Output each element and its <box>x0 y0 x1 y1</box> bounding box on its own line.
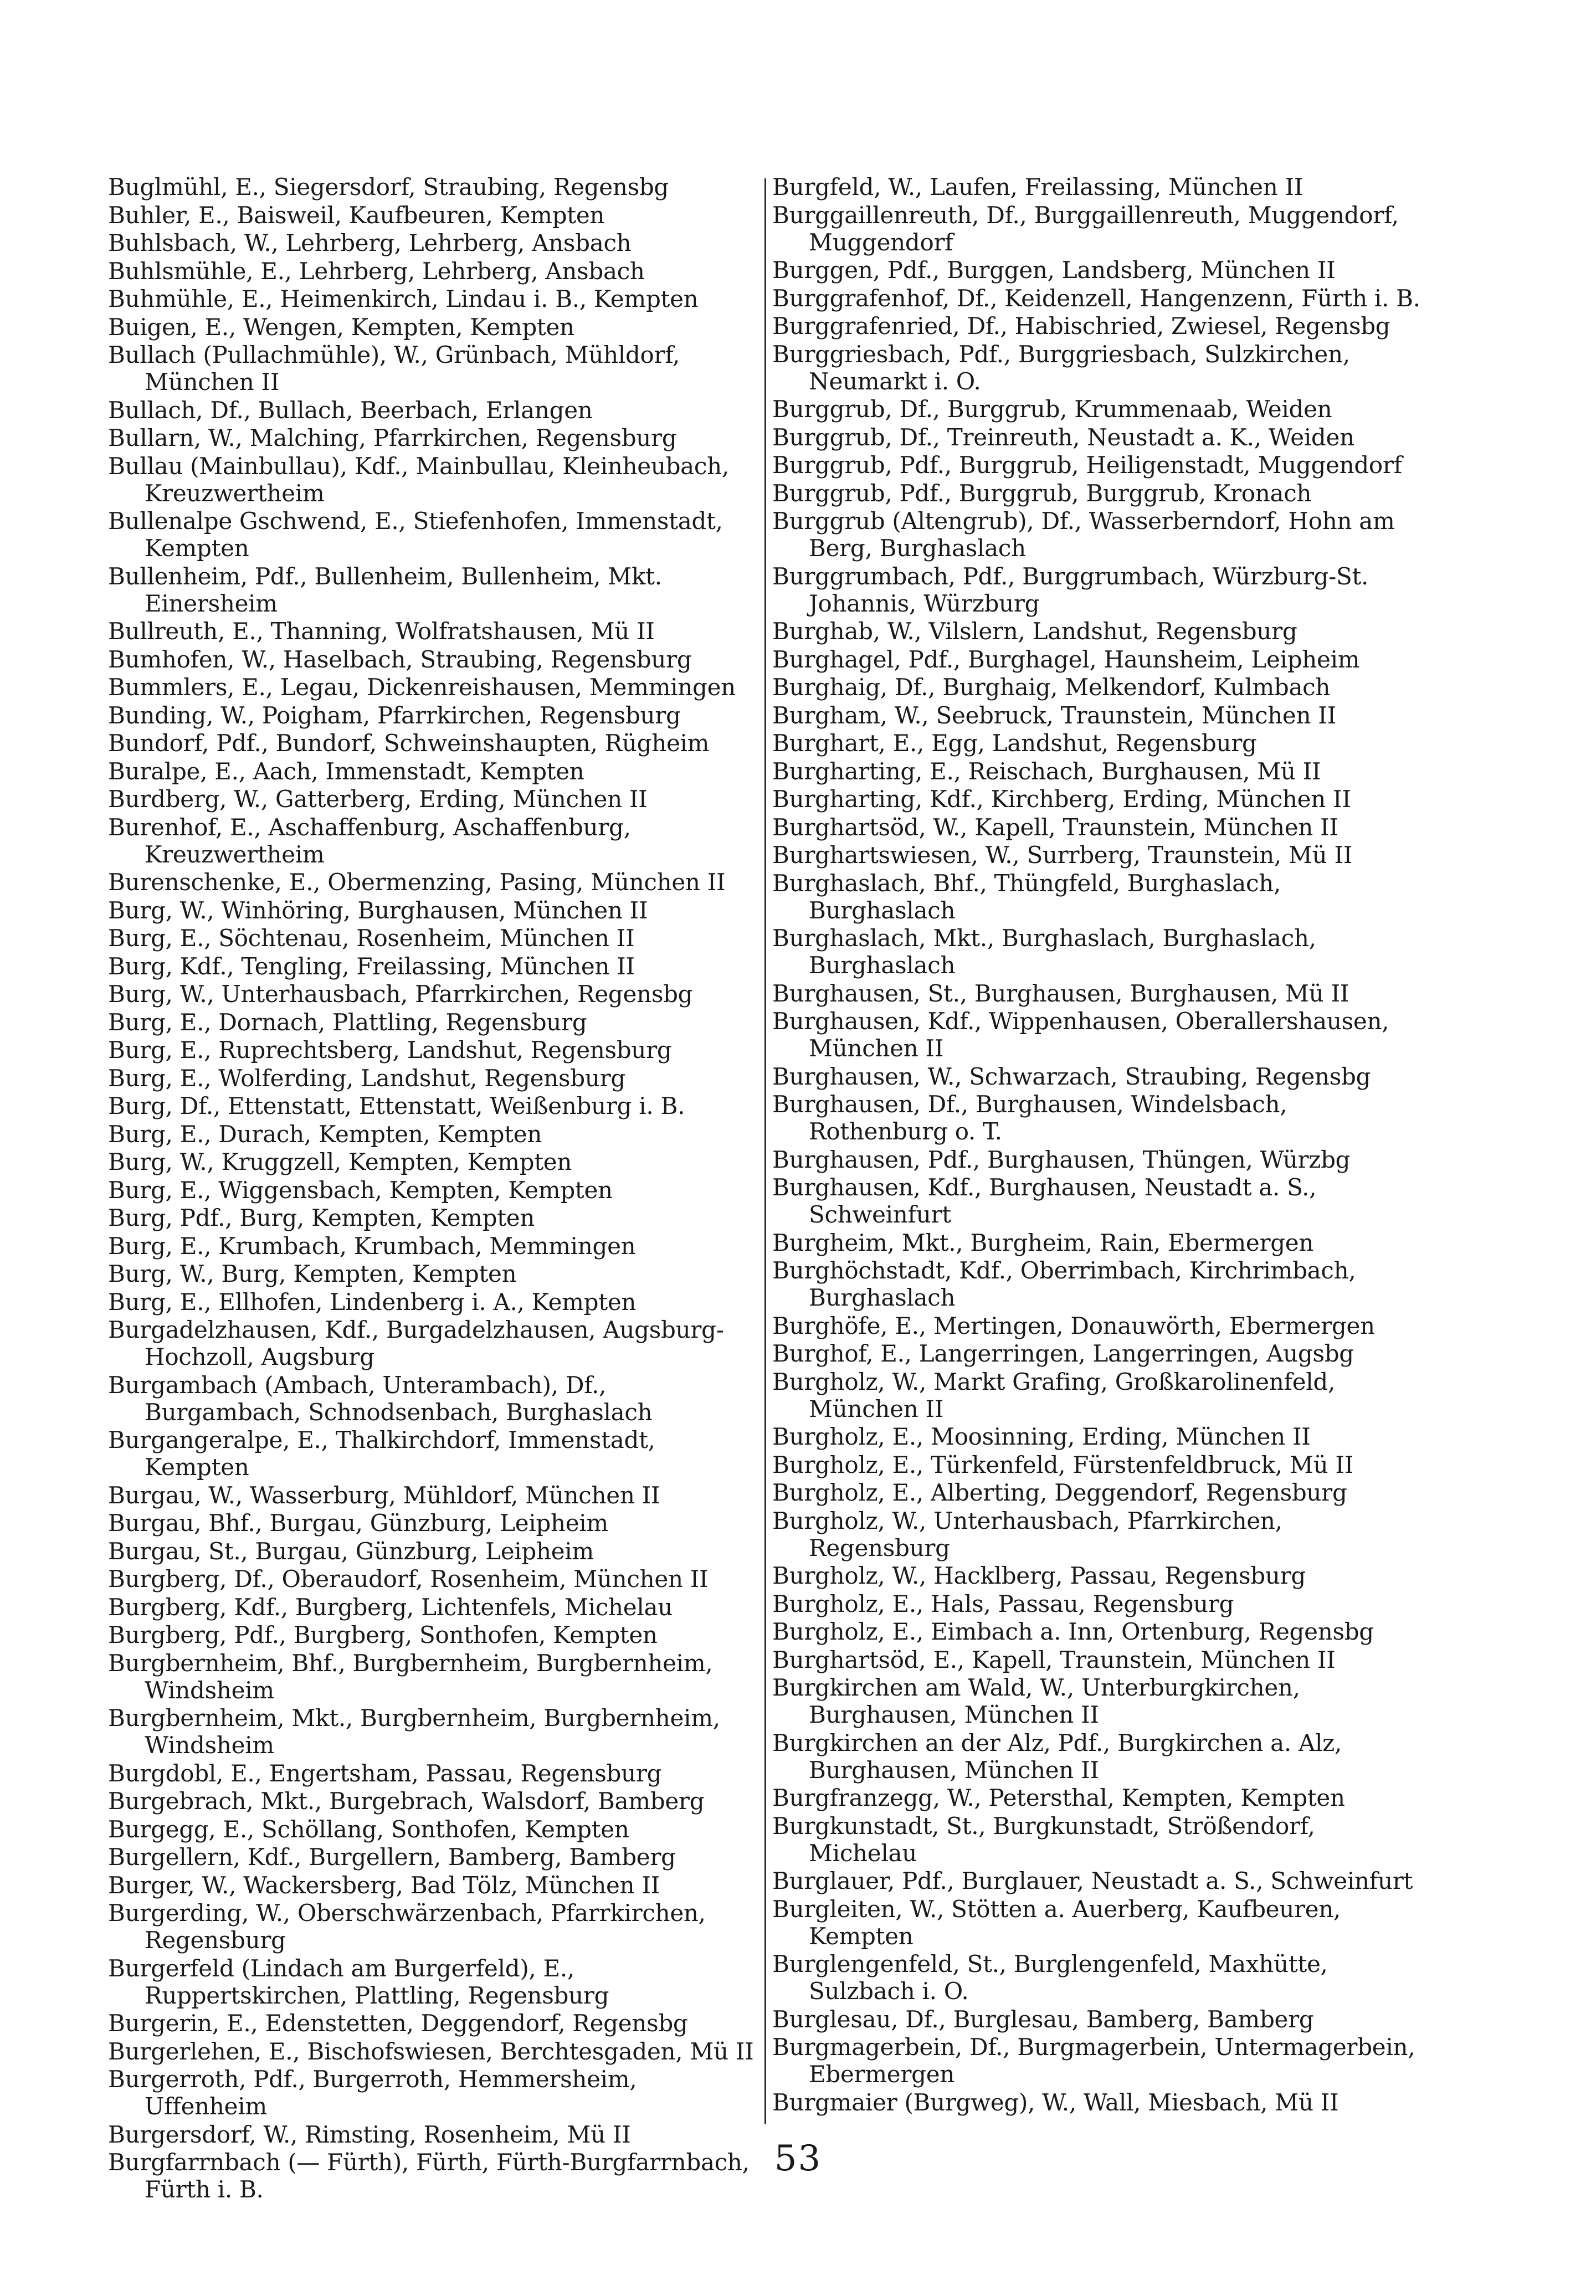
gazetteer-entry: Burg, W., Winhöring, Burghausen, München II <box>108 896 648 924</box>
gazetteer-entry: Bullenheim, Pdf., Bullenheim, Bullenheim, Mkt. Einersheim <box>108 562 662 617</box>
gazetteer-entry: Buhmühle, E., Heimenkirch, Lindau i. B., Kempten <box>108 285 699 312</box>
gazetteer-entry: Burgholz, W., Markt Grafing, Großkarolinenfeld, München II <box>772 1368 1336 1422</box>
gazetteer-entry: Buralpe, E., Aach, Immenstadt, Kempten <box>108 757 584 785</box>
gazetteer-entry: Burgangeralpe, E., Thalkirchdorf, Immenstadt, Kempten <box>108 1426 655 1481</box>
gazetteer-entry: Burgegg, E., Schöllang, Sonthofen, Kempten <box>108 1815 629 1843</box>
gazetteer-entry: Burggrub, Pdf., Burggrub, Burggrub, Kronach <box>772 479 1312 507</box>
gazetteer-entry: Burg, E., Krumbach, Krumbach, Memmingen <box>108 1232 636 1260</box>
gazetteer-entry: Burgberg, Kdf., Burgberg, Lichtenfels, Michelau <box>108 1593 673 1621</box>
gazetteer-entry: Burgberg, Pdf., Burgberg, Sonthofen, Kempten <box>108 1621 658 1648</box>
gazetteer-entry: Burgadelzhausen, Kdf., Burgadelzhausen, Augsburg-Hochzoll, Augsburg <box>108 1316 724 1370</box>
gazetteer-entry: Burgbernheim, Mkt., Burgbernheim, Burgbernheim, Windsheim <box>108 1704 720 1759</box>
gazetteer-entry: Burgholz, E., Moosinning, Erding, München II <box>772 1423 1311 1450</box>
left-column <box>108 173 764 2204</box>
gazetteer-entry: Burglengenfeld, St., Burglengenfeld, Maxhütte, Sulzbach i. O. <box>772 1950 1328 2005</box>
gazetteer-entry: Burg, E., Dornach, Plattling, Regensburg <box>108 1008 587 1036</box>
gazetteer-entry: Burghab, W., Vilslern, Landshut, Regensburg <box>772 618 1297 645</box>
gazetteer-entry: Buglmühl, E., Siegersdorf, Straubing, Regensbg <box>108 173 669 201</box>
gazetteer-entry: Burgerding, W., Oberschwärzenbach, Pfarrkirchen, Regensburg <box>108 1899 706 1954</box>
gazetteer-entry: Burgholz, E., Eimbach a. Inn, Ortenburg, Regensbg <box>772 1618 1374 1645</box>
gazetteer-entry: Burgkunstadt, St., Burgkunstadt, Strößendorf, Michelau <box>772 1812 1315 1867</box>
gazetteer-entry: Buigen, E., Wengen, Kempten, Kempten <box>108 313 574 341</box>
gazetteer-entry: Burgau, W., Wasserburg, Mühldorf, München II <box>108 1481 660 1509</box>
gazetteer-entry: Burggaillenreuth, Df., Burggaillenreuth, Muggendorf, Muggendorf <box>772 201 1399 256</box>
gazetteer-entry: Burg, Df., Ettenstatt, Ettenstatt, Weißenburg i. B. <box>108 1092 685 1119</box>
gazetteer-entry: Burgersdorf, W., Rimsting, Rosenheim, Mü II <box>108 2120 631 2148</box>
gazetteer-entry: Burgkirchen an der Alz, Pdf., Burgkirchen a. Alz, Burghausen, München II <box>772 1729 1342 1784</box>
gazetteer-entry: Burgholz, W., Unterhausbach, Pfarrkirchen, Regensburg <box>772 1507 1282 1562</box>
gazetteer-entry: Burghartsöd, W., Kapell, Traunstein, München II <box>772 813 1338 841</box>
gazetteer-entry: Burglesau, Df., Burglesau, Bamberg, Bamberg <box>772 2005 1314 2033</box>
gazetteer-entry: Burghausen, St., Burghausen, Burghausen, Mü II <box>772 979 1349 1007</box>
gazetteer-entry: Burghaig, Df., Burghaig, Melkendorf, Kulmbach <box>772 674 1331 701</box>
gazetteer-entry: Burgellern, Kdf., Burgellern, Bamberg, Bamberg <box>108 1843 676 1871</box>
gazetteer-entry: Bullenalpe Gschwend, E., Stiefenhofen, Immenstadt, Kempten <box>108 507 723 562</box>
gazetteer-entry: Burgberg, Df., Oberaudorf, Rosenheim, München II <box>108 1565 709 1593</box>
gazetteer-entry: Burghof, E., Langerringen, Langerringen, Augsbg <box>772 1340 1354 1367</box>
gazetteer-entry: Burgerroth, Pdf., Burgerroth, Hemmersheim, Uffenheim <box>108 2066 637 2120</box>
gazetteer-entry: Burg, W., Unterhausbach, Pfarrkirchen, Regensbg <box>108 980 693 1008</box>
gazetteer-entry: Burgambach (Ambach, Unterambach), Df., Burgambach, Schnodsenbach, Burghaslach <box>108 1371 653 1426</box>
gazetteer-entry: Burggrafenried, Df., Habischried, Zwiesel, Regensbg <box>772 312 1390 340</box>
gazetteer-entry: Burg, W., Kruggzell, Kempten, Kempten <box>108 1148 572 1175</box>
gazetteer-entry: Burghartsöd, E., Kapell, Traunstein, München II <box>772 1646 1336 1673</box>
gazetteer-entry: Burg, E., Ellhofen, Lindenberg i. A., Kempten <box>108 1288 637 1316</box>
gazetteer-entry: Bummlers, E., Legau, Dickenreishausen, Memmingen <box>108 674 736 701</box>
gazetteer-entry: Burggriesbach, Pdf., Burggriesbach, Sulzkirchen, Neumarkt i. O. <box>772 340 1350 395</box>
page-number: 53 <box>774 2138 822 2179</box>
gazetteer-entry: Burg, Kdf., Tengling, Freilassing, München II <box>108 952 635 980</box>
gazetteer-entry: Burgkirchen am Wald, W., Unterburgkirchen, Burghausen, München II <box>772 1674 1300 1728</box>
gazetteer-entry: Burgham, W., Seebruck, Traunstein, München II <box>772 701 1336 729</box>
gazetteer-entry: Burgmaier (Burgweg), W., Wall, Miesbach, Mü II <box>772 2088 1339 2116</box>
gazetteer-entry: Burglauer, Pdf., Burglauer, Neustadt a. S., Schweinfurt <box>772 1867 1413 1894</box>
gazetteer-entry: Burghöchstadt, Kdf., Oberrimbach, Kirchrimbach, Burghaslach <box>772 1257 1356 1311</box>
gazetteer-entry: Burg, E., Ruprechtsberg, Landshut, Regensburg <box>108 1036 672 1064</box>
gazetteer-entry: Burghausen, W., Schwarzach, Straubing, Regensbg <box>772 1062 1371 1090</box>
gazetteer-entry: Bullreuth, E., Thanning, Wolfratshausen, Mü II <box>108 618 655 645</box>
gazetteer-entry: Bullau (Mainbullau), Kdf., Mainbullau, Kleinheubach, Kreuzwertheim <box>108 452 729 507</box>
gazetteer-entry: Burg, Pdf., Burg, Kempten, Kempten <box>108 1204 535 1231</box>
gazetteer-entry: Burghartswiesen, W., Surrberg, Traunstein, Mü II <box>772 841 1353 869</box>
gazetteer-entry: Burggrub, Pdf., Burggrub, Heiligenstadt, Muggendorf <box>772 451 1402 479</box>
gazetteer-entry: Burghaslach, Mkt., Burghaslach, Burghaslach, Burghaslach <box>772 924 1316 979</box>
gazetteer-entry: Bullach (Pullachmühle), W., Grünbach, Mühldorf, München II <box>108 341 680 395</box>
gazetteer-entry: Bullach, Df., Bullach, Beerbach, Erlangen <box>108 396 593 424</box>
gazetteer-entry: Burg, E., Wolferding, Landshut, Regensburg <box>108 1064 625 1092</box>
gazetteer-entry: Burghart, E., Egg, Landshut, Regensburg <box>772 730 1257 757</box>
right-column <box>764 173 1424 2117</box>
gazetteer-entry: Burgfranzegg, W., Petersthal, Kempten, Kempten <box>772 1784 1345 1811</box>
gazetteer-entry: Burg, E., Wiggensbach, Kempten, Kempten <box>108 1176 613 1204</box>
gazetteer-entry: Burghöfe, E., Mertingen, Donauwörth, Ebermergen <box>772 1312 1375 1339</box>
gazetteer-entry: Burgerfeld (Lindach am Burgerfeld), E., Ruppertskirchen, Plattling, Regensburg <box>108 1954 609 2009</box>
gazetteer-entry: Buhlsbach, W., Lehrberg, Lehrberg, Ansbach <box>108 229 632 256</box>
gazetteer-entry: Burgmagerbein, Df., Burgmagerbein, Untermagerbein, Ebermergen <box>772 2033 1415 2088</box>
gazetteer-entry: Burgau, St., Burgau, Günzburg, Leipheim <box>108 1537 594 1565</box>
gazetteer-entry: Burghausen, Pdf., Burghausen, Thüngen, Würzbg <box>772 1146 1351 1173</box>
gazetteer-entry: Burghausen, Kdf., Burghausen, Neustadt a. S., Schweinfurt <box>772 1174 1317 1228</box>
gazetteer-entry: Burgleiten, W., Stötten a. Auerberg, Kaufbeuren, Kempten <box>772 1895 1341 1950</box>
gazetteer-entry: Buhler, E., Baisweil, Kaufbeuren, Kempten <box>108 201 605 229</box>
gazetteer-entry: Burgbernheim, Bhf., Burgbernheim, Burgbernheim, Windsheim <box>108 1649 713 1704</box>
gazetteer-entry: Burgholz, E., Hals, Passau, Regensburg <box>772 1590 1234 1617</box>
gazetteer-entry: Burgholz, E., Alberting, Deggendorf, Regensburg <box>772 1479 1347 1506</box>
gazetteer-entry: Burgharting, E., Reischach, Burghausen, Mü II <box>772 757 1321 785</box>
gazetteer-entry: Burgau, Bhf., Burgau, Günzburg, Leipheim <box>108 1509 608 1537</box>
gazetteer-entry: Burgerin, E., Edenstetten, Deggendorf, Regensbg <box>108 2010 688 2037</box>
gazetteer-entry: Burggrub, Df., Treinreuth, Neustadt a. K., Weiden <box>772 423 1354 451</box>
gazetteer-entry: Burg, E., Durach, Kempten, Kempten <box>108 1120 542 1148</box>
gazetteer-entry: Buhlsmühle, E., Lehrberg, Lehrberg, Ansbach <box>108 257 645 285</box>
gazetteer-entry: Burger, W., Wackersberg, Bad Tölz, München II <box>108 1871 660 1899</box>
gazetteer-entry: Burgfarrnbach (— Fürth), Fürth, Fürth-Burgfarrnbach, Fürth i. B. <box>108 2149 750 2203</box>
gazetteer-entry: Burg, W., Burg, Kempten, Kempten <box>108 1260 517 1287</box>
gazetteer-entry: Burgerlehen, E., Bischofswiesen, Berchtesgaden, Mü II <box>108 2037 754 2065</box>
gazetteer-entry: Burgebrach, Mkt., Burgebrach, Walsdorf, Bamberg <box>108 1788 705 1815</box>
gazetteer-entry: Burgholz, E., Türkenfeld, Fürstenfeldbruck, Mü II <box>772 1451 1353 1478</box>
gazetteer-entry: Bullarn, W., Malching, Pfarrkirchen, Regensburg <box>108 424 677 451</box>
gazetteer-entry: Burdberg, W., Gatterberg, Erding, München II <box>108 785 648 813</box>
gazetteer-entry: Burenschenke, E., Obermenzing, Pasing, München II <box>108 869 726 896</box>
gazetteer-entry: Bumhofen, W., Haselbach, Straubing, Regensburg <box>108 645 692 673</box>
gazetteer-entry: Burghagel, Pdf., Burghagel, Haunsheim, Leipheim <box>772 645 1360 673</box>
gazetteer-entry: Burggrafenhof, Df., Keidenzell, Hangenzenn, Fürth i. B. <box>772 284 1420 312</box>
gazetteer-entry: Burghausen, Df., Burghausen, Windelsbach, Rothenburg o. T. <box>772 1091 1287 1145</box>
gazetteer-entry: Burgholz, W., Hacklberg, Passau, Regensburg <box>772 1562 1306 1589</box>
gazetteer-entry: Burggrumbach, Pdf., Burggrumbach, Würzburg-St. Johannis, Würzburg <box>772 562 1369 617</box>
gazetteer-entry: Burggrub, Df., Burggrub, Krummenaab, Weiden <box>772 395 1332 423</box>
gazetteer-entry: Burenhof, E., Aschaffenburg, Aschaffenburg, Kreuzwertheim <box>108 813 631 868</box>
gazetteer-entry: Burgharting, Kdf., Kirchberg, Erding, München II <box>772 785 1351 813</box>
gazetteer-entry: Burgdobl, E., Engertsham, Passau, Regensburg <box>108 1759 662 1787</box>
gazetteer-entry: Burgheim, Mkt., Burgheim, Rain, Ebermergen <box>772 1229 1314 1256</box>
gazetteer-entry: Bundorf, Pdf., Bundorf, Schweinshaupten, Rügheim <box>108 730 710 757</box>
gazetteer-entry: Burghausen, Kdf., Wippenhausen, Oberallershausen, München II <box>772 1008 1389 1062</box>
gazetteer-entry: Burg, E., Söchtenau, Rosenheim, München II <box>108 924 635 952</box>
gazetteer-entry: Burgfeld, W., Laufen, Freilassing, München II <box>772 173 1304 201</box>
gazetteer-entry: Burggrub (Altengrub), Df., Wasserberndorf, Hohn am Berg, Burghaslach <box>772 507 1395 562</box>
gazetteer-entry: Bunding, W., Poigham, Pfarrkirchen, Regensburg <box>108 701 681 729</box>
gazetteer-entry: Burggen, Pdf., Burggen, Landsberg, München II <box>772 256 1336 284</box>
gazetteer-entry: Burghaslach, Bhf., Thüngfeld, Burghaslach, Burghaslach <box>772 869 1281 924</box>
